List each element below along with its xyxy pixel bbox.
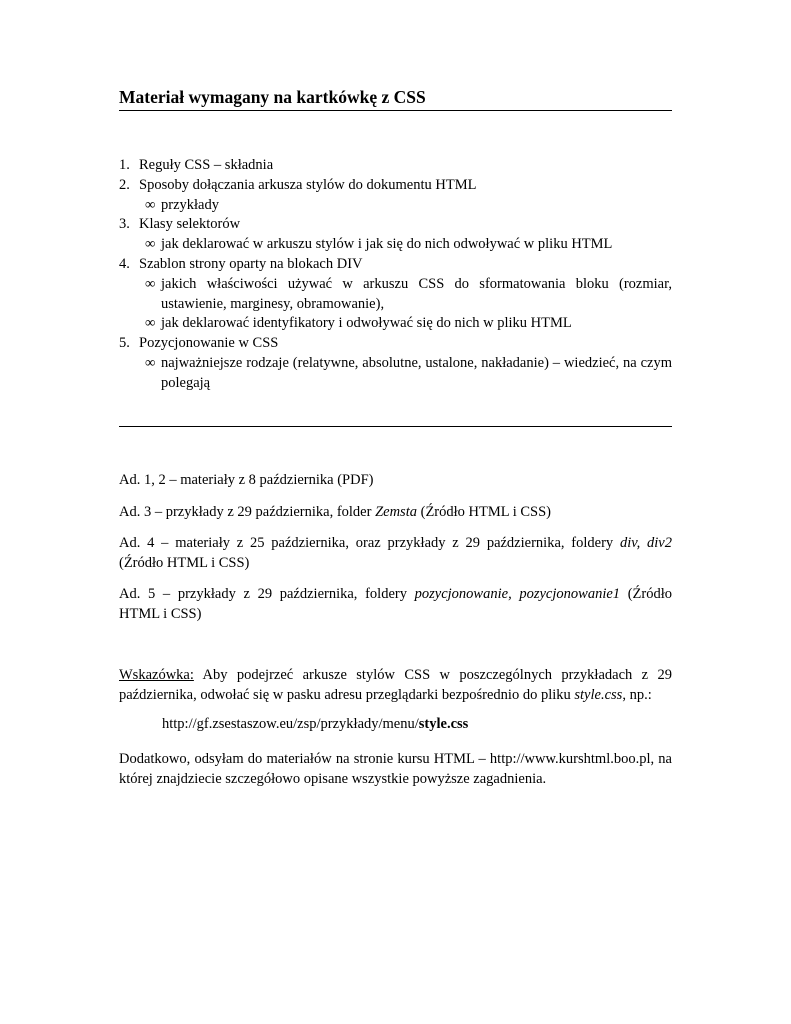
sub-item-text: jak deklarować w arkuszu stylów i jak się do nich odwoływać w pliku HTML bbox=[161, 236, 613, 253]
note-text: Ad. 3 – przykłady z 29 października, folder bbox=[119, 504, 376, 520]
list-item-number: 5. bbox=[119, 335, 130, 352]
infinity-bullet-icon: ∞ bbox=[145, 236, 156, 253]
list-item-number: 1. bbox=[119, 157, 130, 173]
note-text: Ad. 5 – przykłady z 29 października, foldery bbox=[119, 586, 415, 602]
list-item-text: Pozycjonowanie w CSS bbox=[139, 335, 279, 352]
list-item-number: 3. bbox=[119, 216, 130, 233]
list-item-text: Sposoby dołączania arkusza stylów do dokumentu HTML bbox=[139, 176, 477, 193]
folder-name: div, div2 bbox=[619, 535, 672, 551]
list-item bbox=[119, 156, 672, 176]
hint-text: Aby podejrzeć arkusze stylów CSS w poszczególnych przykładach z 29 października, odwołać się w pasku adresu przeglądarki bezpośrednio do pliku bbox=[119, 667, 672, 703]
topics-list bbox=[119, 156, 672, 394]
infinity-bullet-icon: ∞ bbox=[145, 354, 156, 371]
sub-item-text: przykłady bbox=[161, 196, 219, 213]
url-prefix: http://gf.zsestaszow.eu/zsp/przykłady/menu/ bbox=[162, 716, 419, 732]
list-item bbox=[119, 255, 672, 275]
sub-item bbox=[119, 354, 672, 394]
document-title: Materiał wymagany na kartkówkę z CSS bbox=[119, 87, 426, 107]
sub-item-text: jak deklarować identyfikatory i odwoływać się do nich w pliku HTML bbox=[161, 315, 572, 332]
sub-item bbox=[119, 235, 672, 255]
note-ad-5 bbox=[119, 584, 672, 624]
list-item bbox=[119, 215, 672, 235]
infinity-bullet-icon: ∞ bbox=[145, 315, 156, 332]
sub-item-text: najważniejsze rodzaje (relatywne, absolutne, ustalone, nakładanie) – wiedzieć, na czym polegają bbox=[161, 354, 672, 391]
note-text: (Źródło HTML i CSS) bbox=[119, 586, 673, 622]
extra-paragraph: Dodatkowo, odsyłam do materiałów na stronie kursu HTML – http://www.kurshtml.boo.pl, na której znajdziecie szczegółowo opisane wszystkie powyższe zagadnienia. bbox=[119, 751, 672, 787]
section-divider bbox=[119, 426, 672, 427]
list-item bbox=[119, 176, 672, 196]
list-item-text: Szablon strony oparty na blokach DIV bbox=[139, 255, 363, 272]
example-url bbox=[162, 716, 468, 733]
infinity-bullet-icon: ∞ bbox=[145, 275, 156, 292]
list-item-text: Klasy selektorów bbox=[139, 216, 241, 233]
sub-item bbox=[119, 196, 672, 216]
hint-filename: style.css bbox=[574, 687, 623, 703]
title-underline bbox=[119, 110, 672, 111]
hint-label: Wskazówka: bbox=[119, 667, 194, 683]
hint-text: , np.: bbox=[622, 687, 652, 703]
folder-name: Zemsta bbox=[375, 504, 417, 520]
note-ad-3 bbox=[119, 502, 672, 522]
list-item-number: 2. bbox=[119, 176, 130, 193]
sub-item bbox=[119, 314, 672, 334]
list-item-text: Reguły CSS – składnia bbox=[139, 157, 274, 173]
note-ad-1-2: Ad. 1, 2 – materiały z 8 października (PDF) bbox=[119, 472, 374, 488]
sub-item-text: jakich właściwości używać w arkuszu CSS do sformatowania bloku (rozmiar, ustawienie, marginesy, obramowanie), bbox=[161, 275, 672, 312]
folder-name: pozycjonowanie, pozycjonowanie1 bbox=[414, 586, 621, 602]
list-item bbox=[119, 334, 672, 354]
url-filename: style.css bbox=[418, 716, 469, 732]
note-ad-4 bbox=[119, 533, 672, 573]
note-text: (Źródło HTML i CSS) bbox=[416, 504, 551, 520]
note-text: (Źródło HTML i CSS) bbox=[119, 555, 250, 571]
hint-paragraph bbox=[119, 665, 672, 705]
note-text: Ad. 4 – materiały z 25 października, oraz przykłady z 29 października, foldery bbox=[119, 535, 620, 551]
infinity-bullet-icon: ∞ bbox=[145, 196, 156, 213]
list-item-number: 4. bbox=[119, 255, 130, 272]
sub-item bbox=[119, 275, 672, 315]
